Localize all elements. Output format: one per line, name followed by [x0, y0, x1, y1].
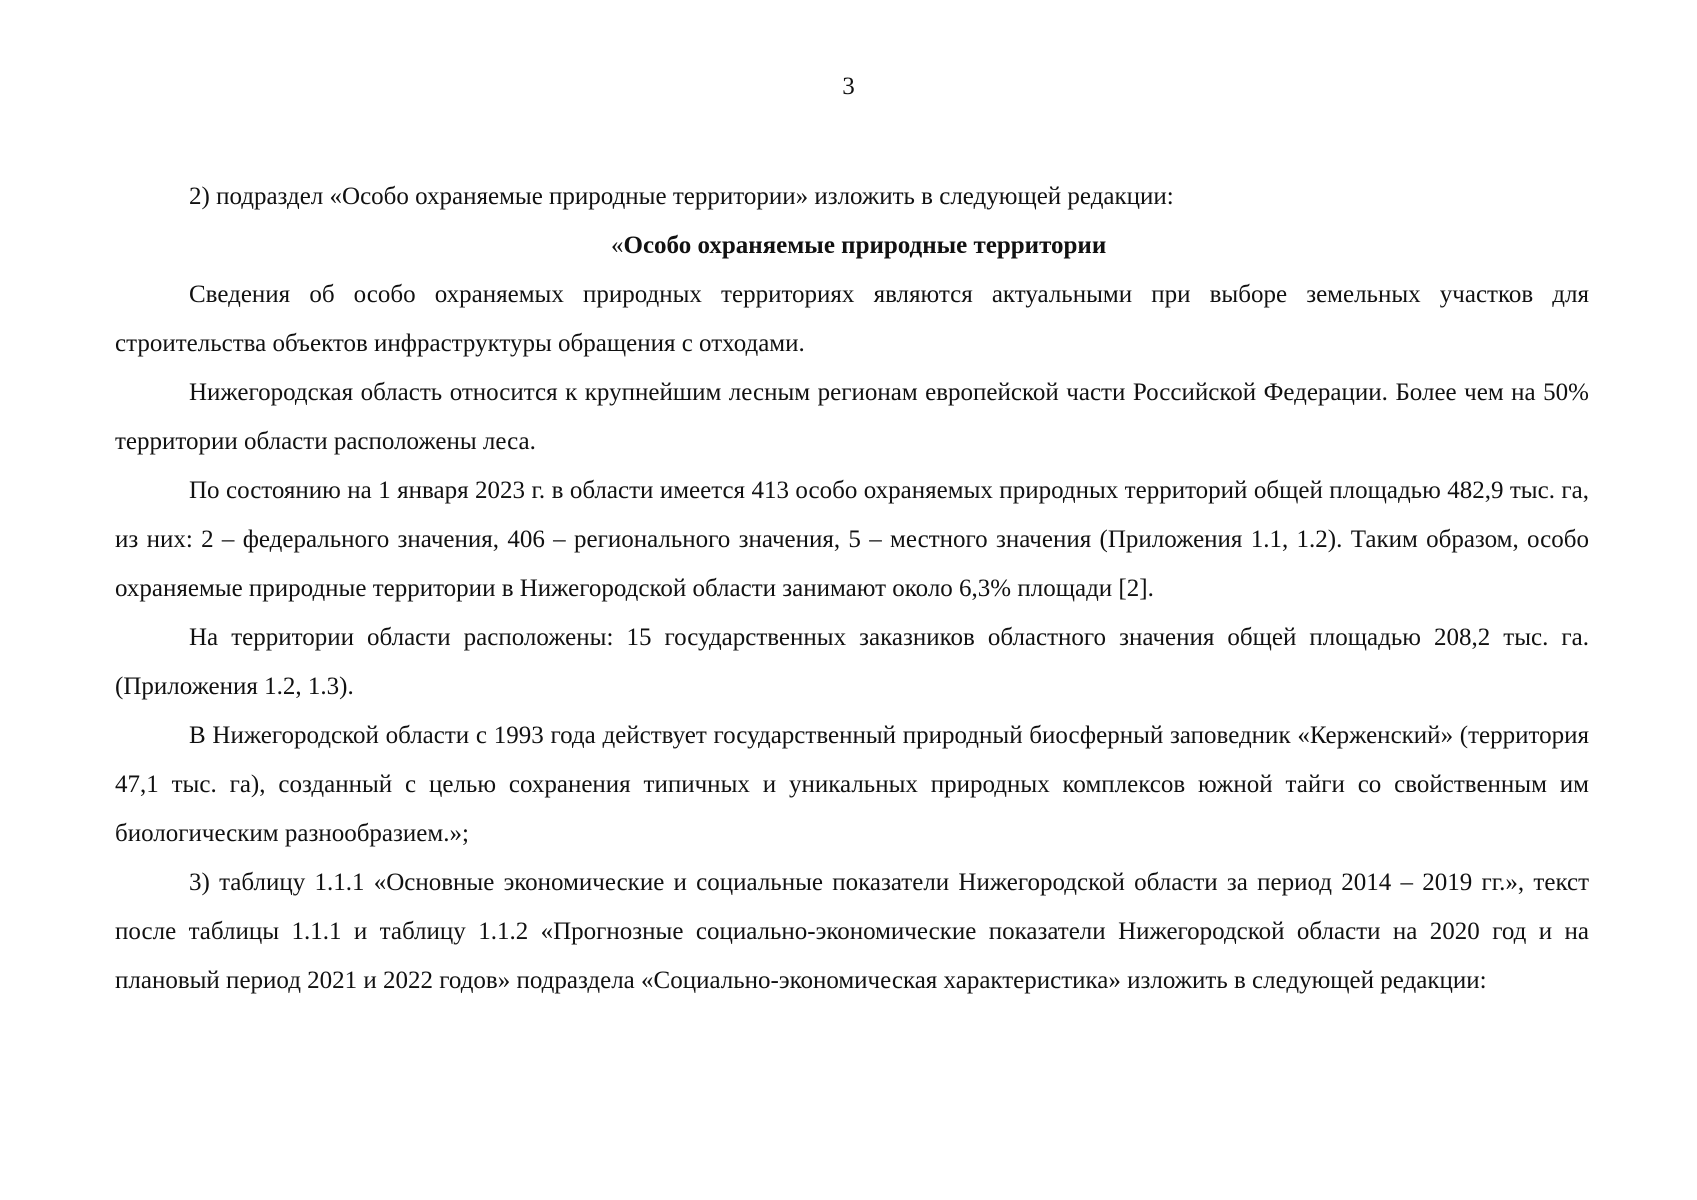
paragraph-forest: Нижегородская область относится к крупнейшим лесным регионам европейской части Российской Федерации. Более чем на 50% территории области расположены леса.	[115, 379, 1589, 455]
heading-open-quote: «	[611, 232, 624, 259]
paragraph-item-2: 2) подраздел «Особо охраняемые природные территории» изложить в следующей редакции:	[189, 183, 1174, 210]
paragraph-reserves: На территории области расположены: 15 государственных заказников областного значения общей площадью 208,2 тыс. га. (Приложения 1.2, 1.3).	[115, 624, 1589, 700]
paragraph-statistics: По состоянию на 1 января 2023 г. в области имеется 413 особо охраняемых природных территорий общей площадью 482,9 тыс. га, из них: 2 – федерального значения, 406 – регионального значения, 5 – местного значения (Приложения 1.1, 1.2). Таким образом, особо охраняемые природные территории в Нижегородской области занимают около 6,3% площади [2].	[115, 477, 1589, 602]
heading-title: Особо охраняемые природные территории	[623, 232, 1107, 259]
paragraph-item-3: 3) таблицу 1.1.1 «Основные экономические и социальные показатели Нижегородской области за период 2014 – 2019 гг.», текст после таблицы 1.1.1 и таблицу 1.1.2 «Прогнозные социально-экономические показатели Нижегородской области на 2020 год и на плановый период 2021 и 2022 годов» подраздела «Социально-экономическая характеристика» изложить в следующей редакции:	[115, 869, 1589, 994]
page-number: 3	[842, 73, 855, 100]
document-body	[115, 172, 1589, 1005]
paragraph-kerzhensky: В Нижегородской области с 1993 года действует государственный природный биосферный заповедник «Керженский» (территория 47,1 тыс. га), созданный с целью сохранения типичных и уникальных природных комплексов южной тайги со свойственным им биологическим разнообразием.»;	[115, 722, 1589, 847]
section-heading	[115, 221, 1589, 270]
paragraph-intro: Сведения об особо охраняемых природных территориях являются актуальными при выборе земельных участков для строительства объектов инфраструктуры обращения с отходами.	[115, 281, 1589, 357]
